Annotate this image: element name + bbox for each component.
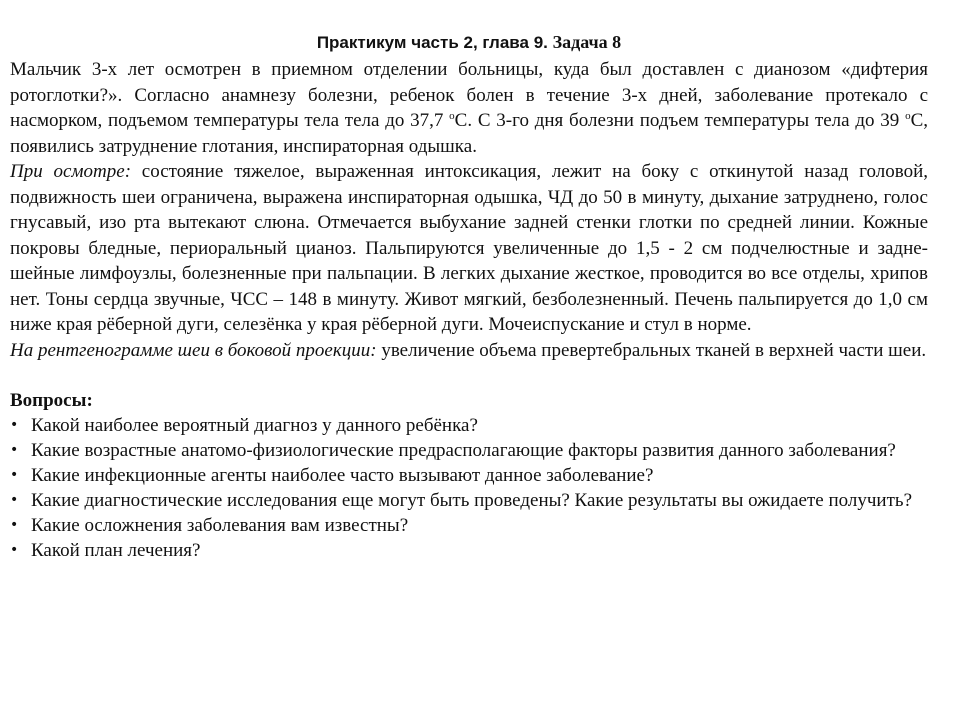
question-item [10,538,928,563]
slide [10,30,928,563]
xray-paragraph [10,338,928,364]
slide-title [10,30,928,55]
question-text: Какой план лечения? [31,540,201,561]
title-main: Практикум часть 2, глава 9. [316,33,548,52]
xray-label: На рентгенограмме шеи в боковой проекции: [10,339,377,361]
question-text: Какие диагностические исследования еще могут быть проведены? Какие результаты вы ожидаете получить? [31,490,913,511]
exam-paragraph [10,159,928,338]
question-text: Какой наиболее вероятный диагноз у данного ребёнка? [31,415,478,436]
xray-text: увеличение объема превертебральных тканей в верхней части шеи. [376,339,927,361]
questions-heading: Вопросы: [10,390,93,411]
bullet-icon: • [10,492,19,508]
bullet-icon: • [10,542,19,558]
degree-sign: о [449,110,455,122]
exam-text: состояние тяжелое, выраженная интоксикация, лежит на боку с откинутой назад головой, подвижность шеи ограничена, выражена инспираторная одышка, ЧД до 50 в минуту, дыхание затруднено, голос гнусавый, изо рта вытекают слюна. Отмечается выбухание задней стенки глотки по средней линии. Кожные покровы бледные, периоральный цианоз. Пальпируются увеличенные до 1,5 - 2 см подчелюстные и задне-шейные лимфоузлы, болезненные при пальпации. В легких дыхание жесткое, проводится во все отделы, хрипов нет. Тоны сердца звучные, ЧСС – 148 в минуту. Живот мягкий, безболезненный. Печень пальпируется до 1,0 см ниже края рёберной дуги, селезёнка у края рёберной дуги. Мочеиспускание и стул в норме. [10,161,928,335]
question-item [10,438,928,463]
question-item [10,413,928,438]
bullet-icon: • [10,467,19,483]
bullet-icon: • [10,442,19,458]
questions-list [10,413,928,563]
bullet-icon: • [10,417,19,433]
degree-sign: о [905,110,911,122]
spacer [10,363,928,388]
history-text-2: С. С 3-го дня болезни подъем температуры тела до 39 [454,110,900,131]
case-history-paragraph [10,57,928,159]
question-text: Какие осложнения заболевания вам известны? [31,515,409,536]
question-text: Какие инфекционные агенты наиболее часто вызывают данное заболевание? [31,465,654,486]
case-description [10,57,928,363]
question-item [10,513,928,538]
question-item [10,488,928,513]
question-text: Какие возрастные анатомо-физиологические предрасполагающие факторы развития данного заболевания? [31,440,896,461]
exam-label: При осмотре: [10,161,132,182]
title-task: Задача 8 [552,32,622,52]
history-text-1: Мальчик 3-х лет осмотрен в приемном отделении больницы, куда был доставлен с дианозом «дифтерия ротоглотки?». Согласно анамнезу болезни, ребенок болен в течение 3-х дней, заболевание протекало с насморком, подъемом температуры тела тела до 37,7 [10,59,928,131]
bullet-icon: • [10,517,19,533]
history-text-3: С, появились затруднение глотания, инспираторная одышка. [10,110,928,157]
question-item [10,463,928,488]
